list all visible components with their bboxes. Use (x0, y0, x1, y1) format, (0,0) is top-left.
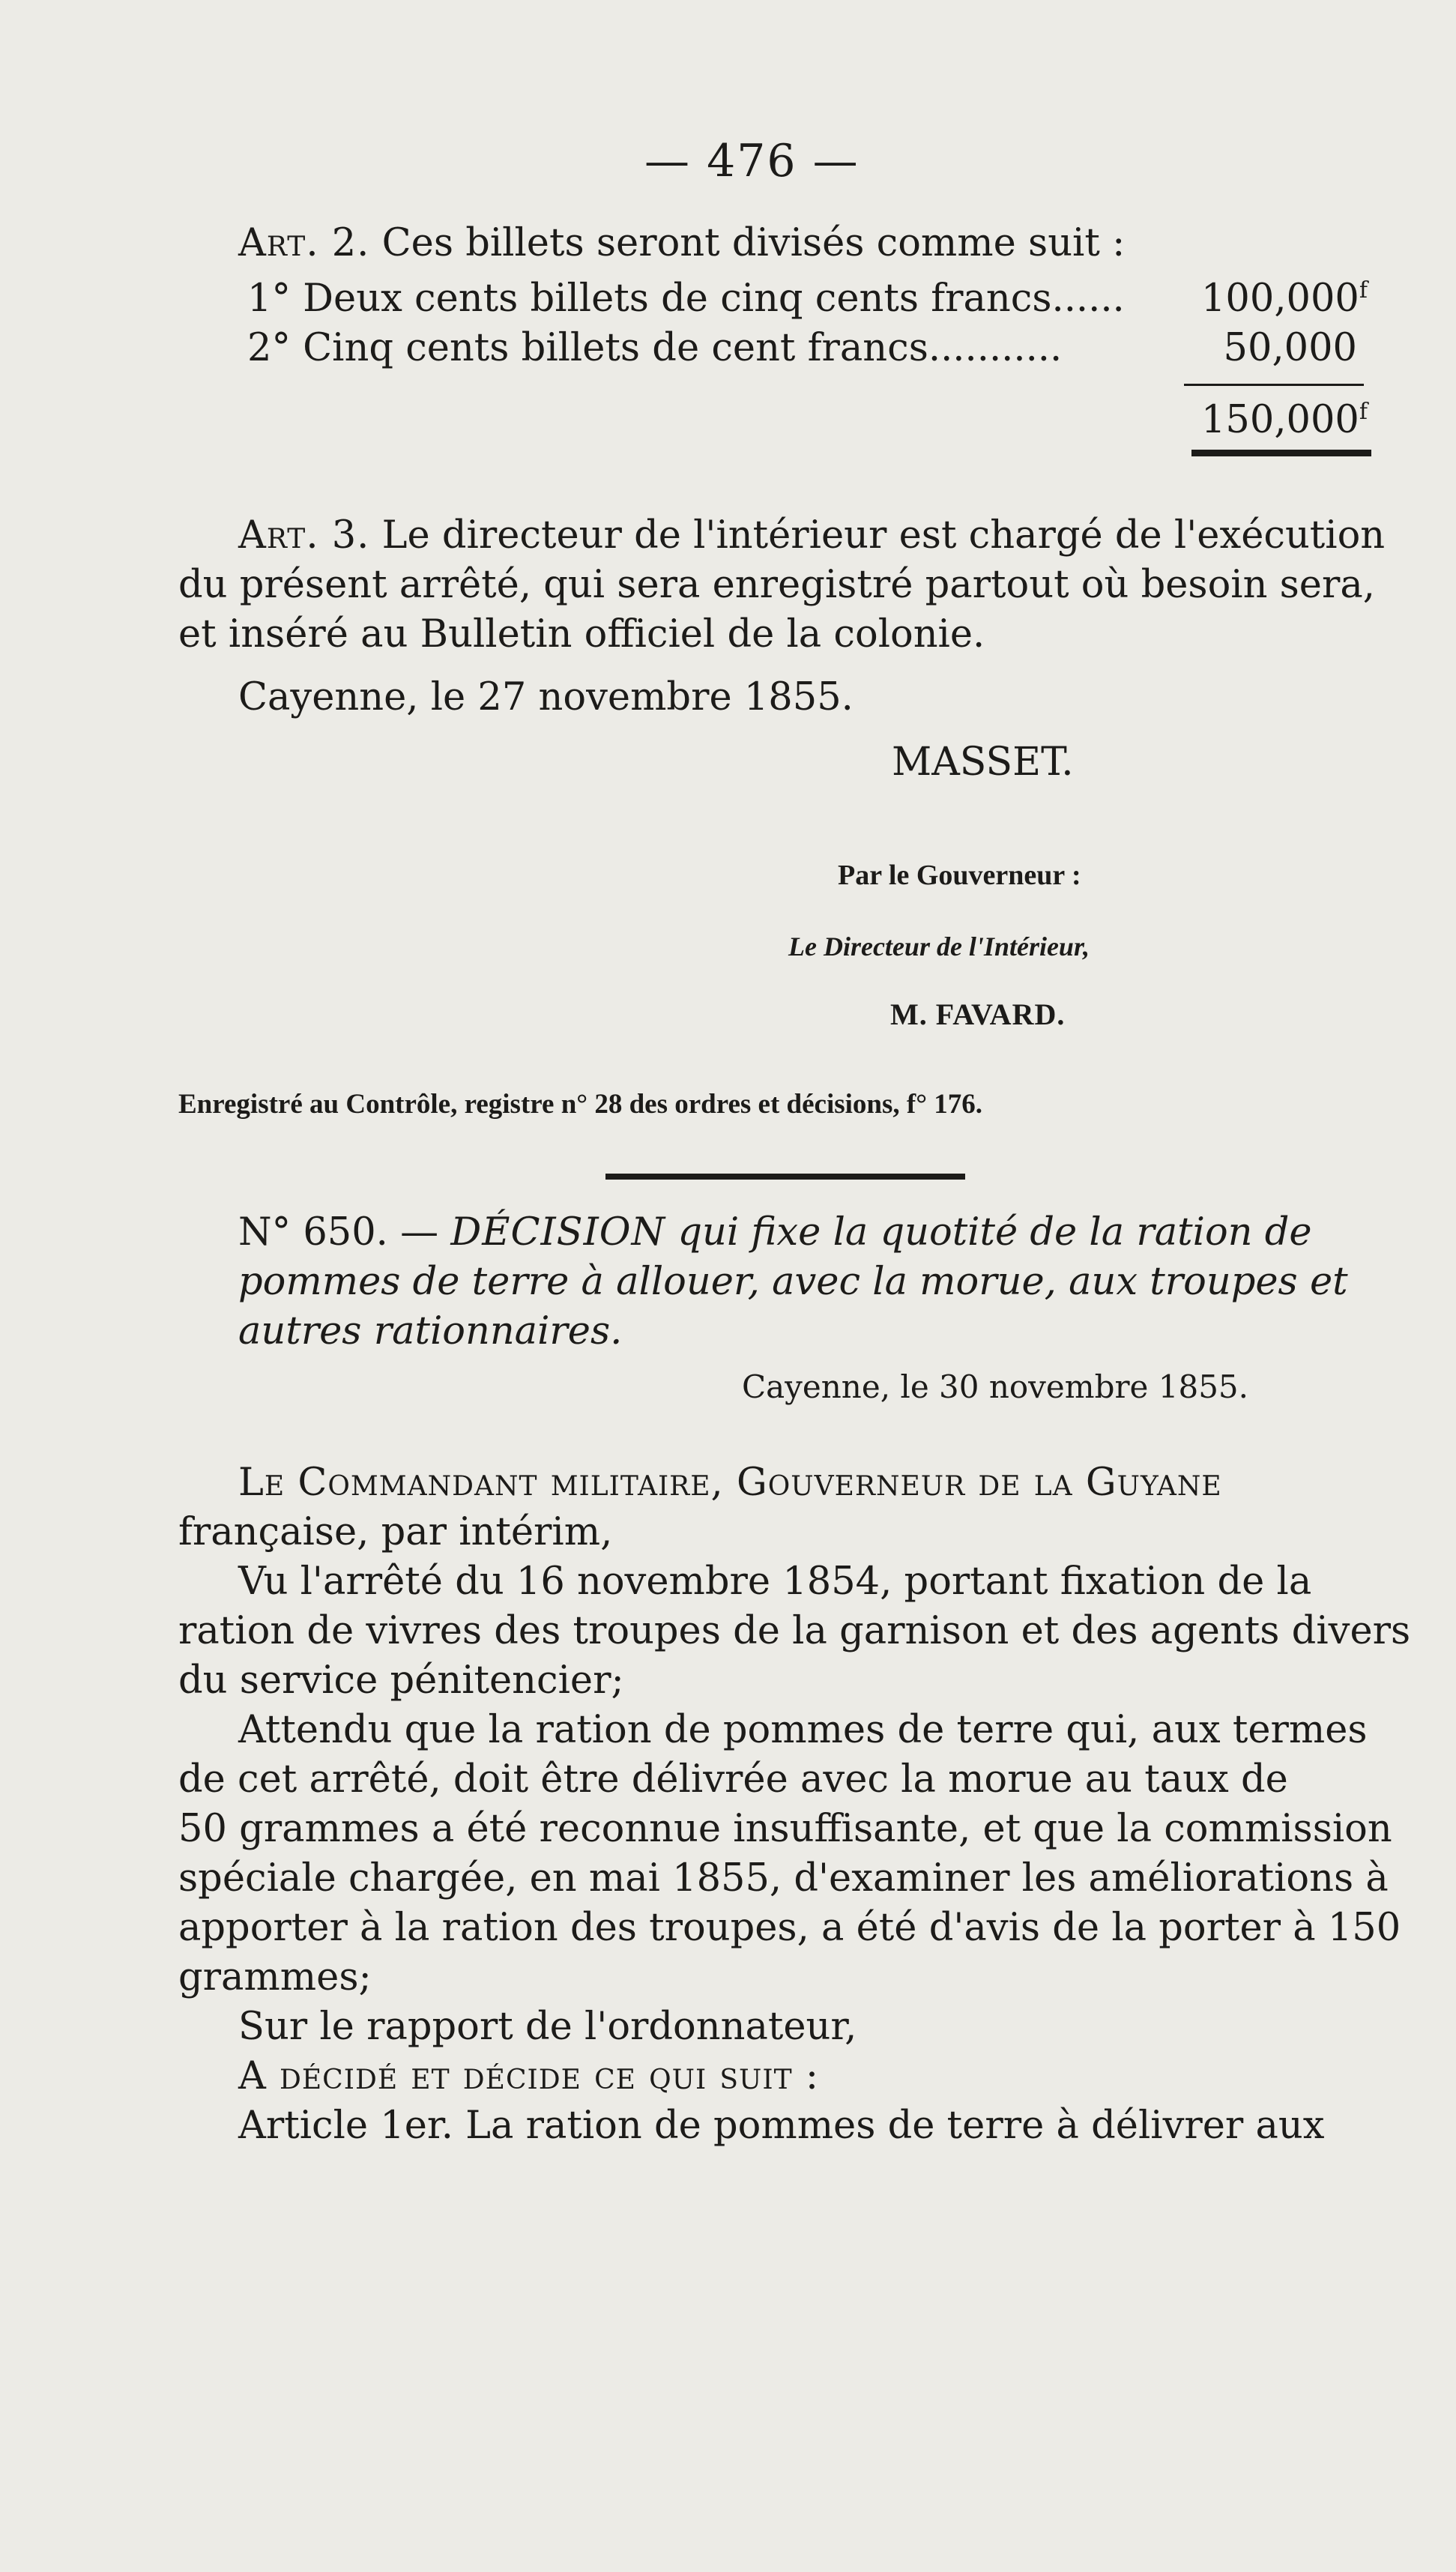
signature-favard: M. FAVARD. (890, 997, 1066, 1031)
directeur-title: Le Directeur de l'Intérieur, (788, 932, 1090, 962)
body-line-1: Le Commandant militaire, Gouverneur de la Guyane (238, 1461, 1222, 1505)
decision-title-line-1: N° 650. — DÉCISION qui fixe la quotité de la ration de (238, 1210, 1312, 1255)
body-line-8: 50 grammes a été reconnue insuffisante, et que la commission (178, 1807, 1392, 1851)
article3-line-2: du présent arrêté, qui sera enregistré partout où besoin sera, (178, 563, 1375, 607)
article2-item-2-label: 2° Cinq cents billets de cent francs........... (247, 326, 1063, 370)
enregistre-note: Enregistré au Contrôle, registre n° 28 des ordres et décisions, f° 176. (178, 1089, 983, 1120)
body-line-7: de cet arrêté, doit être délivrée avec la morue au taux de (178, 1757, 1288, 1802)
body-line-5: du service pénitencier; (178, 1658, 624, 1703)
decision-number: N° 650. (238, 1210, 388, 1255)
total-underline (1191, 450, 1371, 456)
article2-item-1-label: 1° Deux cents billets de cinq cents francs...... (247, 277, 1125, 321)
body-line-2: française, par intérim, (178, 1510, 613, 1554)
par-le-gouverneur: Par le Gouverneur : (838, 860, 1081, 891)
sum-rule (1184, 384, 1364, 386)
article2-item-2-amount: 50,000 (1223, 326, 1357, 370)
article2-item-1-amount: 100,000$^f$ (1200, 277, 1368, 321)
decision-title-line-2: pommes de terre à allouer, avec la morue, aux troupes et (238, 1260, 1348, 1304)
page-number: — 476 — (644, 135, 860, 187)
body-line-4: ration de vivres des troupes de la garnison et des agents divers (178, 1609, 1411, 1653)
section-separator (605, 1174, 965, 1180)
body-line-6: Attendu que la ration de pommes de terre qui, aux termes (238, 1708, 1368, 1752)
place-date-1: Cayenne, le 27 novembre 1855. (238, 675, 854, 719)
article3-line-1: Art. 3. Le directeur de l'intérieur est chargé de l'exécution (238, 513, 1386, 558)
article2-total: 150,000$^f$ (1200, 398, 1368, 442)
decision-word: DÉCISION (450, 1210, 666, 1255)
article2-text: Ces billets seront divisés comme suit : (381, 221, 1126, 265)
article3-line-3: et inséré au Bulletin officiel de la colonie. (178, 612, 985, 656)
body-line-11: grammes; (178, 1955, 372, 1999)
body-line-9: spéciale chargée, en mai 1855, d'examiner les améliorations à (178, 1856, 1389, 1901)
body-line-12: Sur le rapport de l'ordonnateur, (238, 2005, 857, 2049)
signature-masset: MASSET. (892, 740, 1074, 785)
body-line-3: Vu l'arrêté du 16 novembre 1854, portant fixation de la (238, 1560, 1312, 1604)
decision-title-line-3: autres rationnaires. (238, 1309, 623, 1353)
article2-heading: Art. 2. (238, 221, 370, 265)
body-line-14: Article 1er. La ration de pommes de terre à délivrer aux (238, 2104, 1325, 2148)
body-line-10: apporter à la ration des troupes, a été d'avis de la porter à 150 (178, 1906, 1401, 1950)
body-line-13: A décidé et décide ce qui suit : (238, 2054, 820, 2098)
article2-line (238, 219, 1125, 268)
decision-place-date: Cayenne, le 30 novembre 1855. (742, 1368, 1248, 1405)
